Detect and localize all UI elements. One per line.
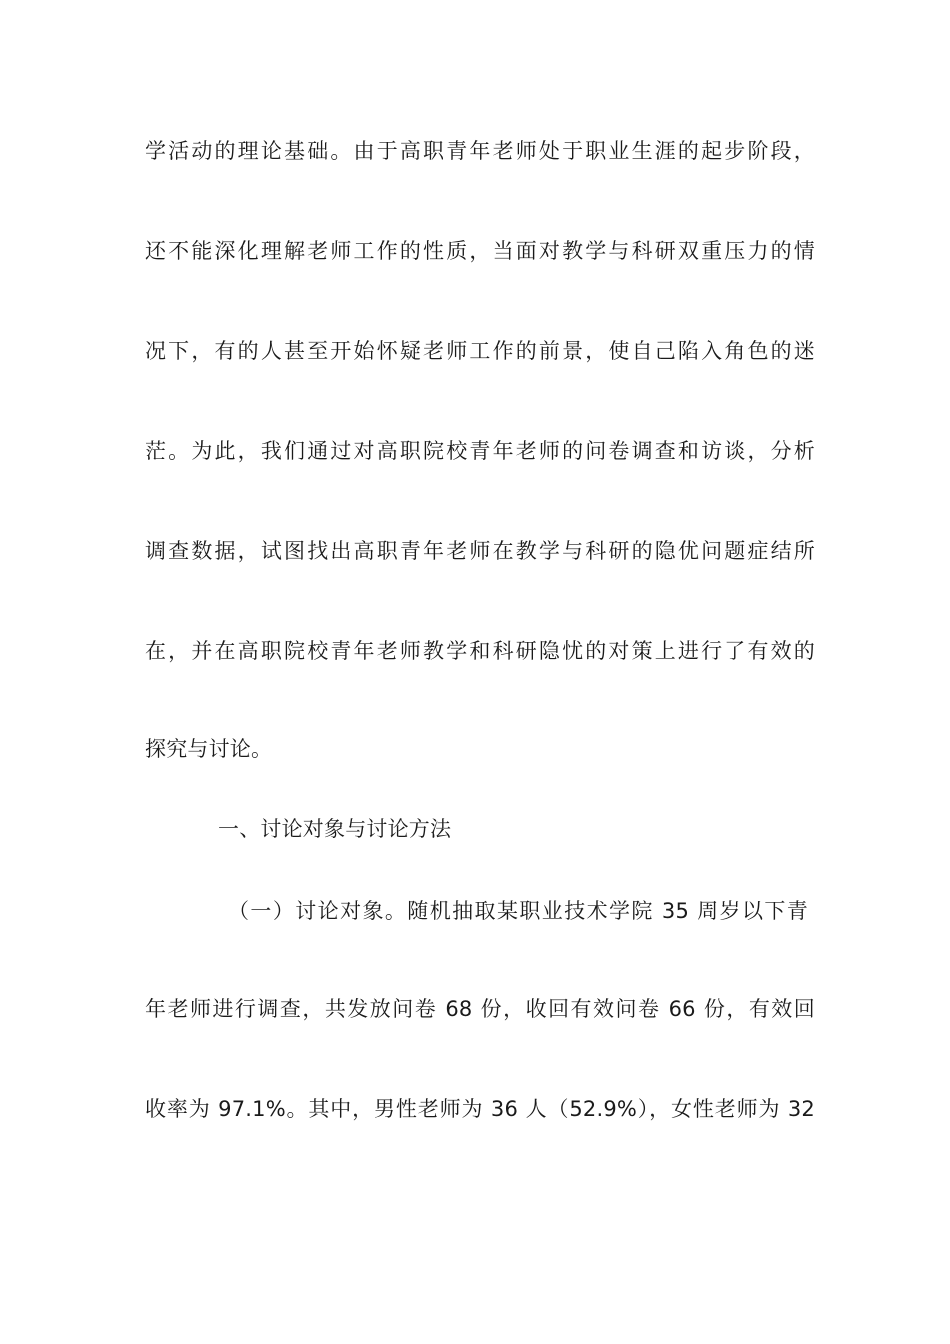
paragraph-line: 在，并在高职院校青年老师教学和科研隐忧的对策上进行了有效的 xyxy=(145,639,815,663)
subsection-line: 年老师进行调查，共发放问卷 68 份，收回有效问卷 66 份，有效回 xyxy=(145,997,815,1021)
paragraph-line: 还不能深化理解老师工作的性质，当面对教学与科研双重压力的情 xyxy=(145,239,815,263)
paragraph-line: 学活动的理论基础。由于高职青年老师处于职业生涯的起步阶段， xyxy=(145,139,815,163)
paragraph-line: 茫。为此，我们通过对高职院校青年老师的问卷调查和访谈，分析 xyxy=(145,439,815,463)
subsection-line: 收率为 97.1%。其中，男性老师为 36 人（52.9%），女性老师为 32 xyxy=(145,1097,815,1121)
paragraph-line: 况下，有的人甚至开始怀疑老师工作的前景，使自己陷入角色的迷 xyxy=(145,339,815,363)
paragraph-line-last: 探究与讨论。 xyxy=(145,737,273,761)
subsection-line: （一）讨论对象。随机抽取某职业技术学院 35 周岁以下青 xyxy=(228,899,808,923)
section-heading: 一、讨论对象与讨论方法 xyxy=(218,817,452,841)
paragraph-line: 调查数据，试图找出高职青年老师在教学与科研的隐优问题症结所 xyxy=(145,539,815,563)
